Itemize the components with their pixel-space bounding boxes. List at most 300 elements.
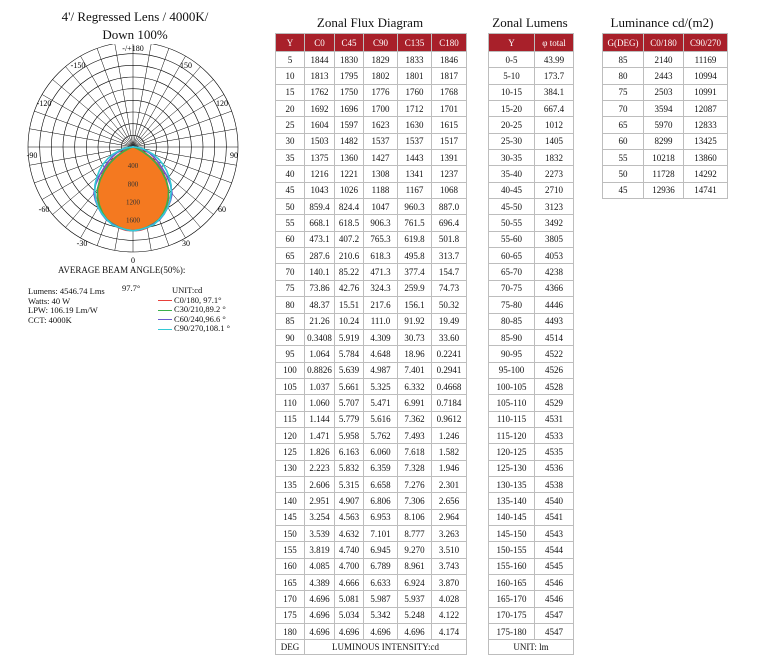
table-cell: 170-175 xyxy=(489,607,535,623)
table-cell: 70-75 xyxy=(489,280,535,296)
table-cell: 324.3 xyxy=(364,280,398,296)
footer-deg: DEG xyxy=(276,640,305,655)
table-cell: 10-15 xyxy=(489,84,535,100)
table-cell: 2.964 xyxy=(432,509,467,525)
table-cell: 145 xyxy=(276,509,305,525)
table-cell: 5.342 xyxy=(364,607,398,623)
radial-label: 400 xyxy=(127,162,139,171)
table-cell: 4.632 xyxy=(335,525,364,541)
table-cell: 9.270 xyxy=(398,542,432,558)
table-cell: 1167 xyxy=(398,182,432,198)
table-cell: 3594 xyxy=(644,101,684,117)
col-header-c0: C0 xyxy=(305,34,335,52)
table-cell: 6.953 xyxy=(364,509,398,525)
table-cell: 156.1 xyxy=(398,297,432,313)
table-cell: 14292 xyxy=(684,166,728,182)
table-row xyxy=(603,101,728,117)
table-cell: 1830 xyxy=(335,52,364,68)
table-cell: 495.8 xyxy=(398,248,432,264)
table-cell: 85.22 xyxy=(335,264,364,280)
table-row xyxy=(489,493,574,509)
table-cell: 91.92 xyxy=(398,313,432,329)
table-cell: 1700 xyxy=(364,101,398,117)
table-row xyxy=(276,248,467,264)
table-cell: 85 xyxy=(603,52,644,68)
table-cell: 765.3 xyxy=(364,231,398,247)
table-cell: 4.696 xyxy=(335,624,364,640)
table-cell: 1482 xyxy=(335,133,364,149)
table-row xyxy=(489,329,574,345)
table-cell: 10218 xyxy=(644,150,684,166)
table-cell: 4528 xyxy=(535,378,574,394)
table-row xyxy=(489,231,574,247)
table-cell: 20-25 xyxy=(489,117,535,133)
table-row xyxy=(489,624,574,640)
legend-item-c90 xyxy=(158,324,230,334)
table-cell: 1391 xyxy=(432,150,467,166)
table-cell: 0.2241 xyxy=(432,346,467,362)
table-cell: 0-5 xyxy=(489,52,535,68)
table-cell: 125 xyxy=(276,444,305,460)
table-cell: 1443 xyxy=(398,150,432,166)
table-cell: 0.7184 xyxy=(432,395,467,411)
table-cell: 1630 xyxy=(398,117,432,133)
table-row xyxy=(489,575,574,591)
table-row xyxy=(489,444,574,460)
table-cell: 4.696 xyxy=(305,607,335,623)
table-cell: 3.254 xyxy=(305,509,335,525)
table-cell: 19.49 xyxy=(432,313,467,329)
legend-line-c60 xyxy=(158,319,172,320)
table-cell: 906.3 xyxy=(364,215,398,231)
table-cell: 65 xyxy=(276,248,305,264)
table-row xyxy=(489,84,574,100)
table-cell: 5.937 xyxy=(398,591,432,607)
table-row xyxy=(276,624,467,640)
table-row xyxy=(276,101,467,117)
table-cell: 4533 xyxy=(535,427,574,443)
col-header-y: Y xyxy=(489,34,535,52)
table-cell: 210.6 xyxy=(335,248,364,264)
table-cell: 10991 xyxy=(684,84,728,100)
table-cell: 5.325 xyxy=(364,378,398,394)
table-cell: 4546 xyxy=(535,591,574,607)
angle-label: -30 xyxy=(76,239,88,248)
table-row xyxy=(603,133,728,149)
table-cell: 175 xyxy=(276,607,305,623)
table-row xyxy=(276,362,467,378)
table-cell: 21.26 xyxy=(305,313,335,329)
table-cell: 40 xyxy=(276,166,305,182)
table-cell: 55 xyxy=(603,150,644,166)
table-cell: 1597 xyxy=(335,117,364,133)
table-cell: 1068 xyxy=(432,182,467,198)
table-cell: 3.510 xyxy=(432,542,467,558)
table-cell: 150-155 xyxy=(489,542,535,558)
angle-label: 60 xyxy=(218,205,226,214)
table-cell: 7.306 xyxy=(398,493,432,509)
beam-angle-value: 97.7° xyxy=(122,283,141,293)
table-cell: 73.86 xyxy=(305,280,335,296)
table-row xyxy=(489,607,574,623)
table-cell: 1776 xyxy=(364,84,398,100)
table-cell: 3.539 xyxy=(305,525,335,541)
table-cell: 20 xyxy=(276,101,305,117)
table-cell: 3.870 xyxy=(432,575,467,591)
table-row xyxy=(489,427,574,443)
table-cell: 1768 xyxy=(432,84,467,100)
table-cell: 18.96 xyxy=(398,346,432,362)
table-row xyxy=(489,101,574,117)
table-cell: 42.76 xyxy=(335,280,364,296)
table-cell: 3123 xyxy=(535,199,574,215)
angle-label: -150 xyxy=(70,61,86,70)
unit-label: UNIT:cd xyxy=(172,285,203,295)
table-row xyxy=(489,460,574,476)
table-cell: 2.606 xyxy=(305,476,335,492)
table-cell: 1360 xyxy=(335,150,364,166)
table-cell: 7.401 xyxy=(398,362,432,378)
table-cell: 48.37 xyxy=(305,297,335,313)
table-cell: 5.616 xyxy=(364,411,398,427)
table-row xyxy=(276,575,467,591)
table-cell: 960.3 xyxy=(398,199,432,215)
table-cell: 696.4 xyxy=(432,215,467,231)
table-cell: 2140 xyxy=(644,52,684,68)
table-cell: 501.8 xyxy=(432,231,467,247)
table-cell: 70 xyxy=(603,101,644,117)
table-cell: 4.085 xyxy=(305,558,335,574)
table-cell: 1817 xyxy=(432,68,467,84)
table-cell: 5-10 xyxy=(489,68,535,84)
angle-label: -120 xyxy=(36,99,52,108)
table-cell: 4546 xyxy=(535,575,574,591)
table-cell: 2443 xyxy=(644,68,684,84)
table-cell: 5.987 xyxy=(364,591,398,607)
luminance-table xyxy=(602,33,728,199)
table-cell: 4.309 xyxy=(364,329,398,345)
table-cell: 5.248 xyxy=(398,607,432,623)
table-cell: 95 xyxy=(276,346,305,362)
table-row xyxy=(276,476,467,492)
table-cell: 859.4 xyxy=(305,199,335,215)
table-cell: 1802 xyxy=(364,68,398,84)
table-cell: 384.1 xyxy=(535,84,574,100)
table-cell: 65 xyxy=(603,117,644,133)
table-cell: 259.9 xyxy=(398,280,432,296)
table-cell: 7.328 xyxy=(398,460,432,476)
luminance-title: Luminance cd/(m2) xyxy=(610,15,714,30)
table-cell: 619.8 xyxy=(398,231,432,247)
zonal-flux-header-row xyxy=(276,34,467,52)
zonal-flux-title: Zonal Flux Diagram xyxy=(316,15,424,30)
table-row xyxy=(276,509,467,525)
table-cell: 618.3 xyxy=(364,248,398,264)
luminance-header-row xyxy=(603,34,728,52)
table-cell: 75-80 xyxy=(489,297,535,313)
table-cell: 2.301 xyxy=(432,476,467,492)
table-cell: 175-180 xyxy=(489,624,535,640)
table-cell: 0.4668 xyxy=(432,378,467,394)
col-header-phi-total: φ total xyxy=(535,34,574,52)
table-cell: 50 xyxy=(276,199,305,215)
table-cell: 15 xyxy=(276,84,305,100)
angle-label: 120 xyxy=(216,99,228,108)
table-cell: 5.471 xyxy=(364,395,398,411)
table-row xyxy=(489,395,574,411)
table-cell: 1012 xyxy=(535,117,574,133)
angle-label: 0 xyxy=(131,256,135,265)
zonal-lumens-table xyxy=(488,33,574,655)
table-cell: 1517 xyxy=(432,133,467,149)
table-row xyxy=(489,117,574,133)
table-cell: 4.696 xyxy=(305,591,335,607)
table-row xyxy=(489,542,574,558)
table-cell: 12936 xyxy=(644,182,684,198)
table-row xyxy=(276,346,467,362)
table-row xyxy=(489,525,574,541)
table-cell: 110-115 xyxy=(489,411,535,427)
table-row xyxy=(276,297,467,313)
table-cell: 1.946 xyxy=(432,460,467,476)
table-cell: 5.919 xyxy=(335,329,364,345)
table-row xyxy=(489,378,574,394)
footer-unit: UNIT: lm xyxy=(489,640,574,655)
table-cell: 1762 xyxy=(305,84,335,100)
table-cell: 4.389 xyxy=(305,575,335,591)
table-cell: 6.806 xyxy=(364,493,398,509)
table-cell: 180 xyxy=(276,624,305,640)
table-cell: 7.276 xyxy=(398,476,432,492)
table-row xyxy=(276,329,467,345)
table-cell: 4538 xyxy=(535,476,574,492)
col-header-gdeg: G(DEG) xyxy=(603,34,644,52)
angle-label: 30 xyxy=(182,239,190,248)
table-row xyxy=(489,248,574,264)
table-cell: 1216 xyxy=(305,166,335,182)
table-cell: 110 xyxy=(276,395,305,411)
table-cell: 287.6 xyxy=(305,248,335,264)
table-cell: 1623 xyxy=(364,117,398,133)
footer-unit: LUMINOUS INTENSITY:cd xyxy=(305,640,467,655)
table-cell: 1537 xyxy=(398,133,432,149)
table-cell: 165-170 xyxy=(489,591,535,607)
table-cell: 8.777 xyxy=(398,525,432,541)
angle-label: -/+180 xyxy=(122,44,144,53)
table-cell: 70 xyxy=(276,264,305,280)
table-cell: 1696 xyxy=(335,101,364,117)
table-cell: 5.661 xyxy=(335,378,364,394)
table-cell: 2710 xyxy=(535,182,574,198)
table-cell: 1712 xyxy=(398,101,432,117)
table-cell: 0.2941 xyxy=(432,362,467,378)
legend-label-c0: C0/180, 97.1° xyxy=(174,294,222,305)
table-cell: 0.3408 xyxy=(305,329,335,345)
legend-label-c30: C30/210,89.2 ° xyxy=(174,304,226,314)
table-cell: 1.246 xyxy=(432,427,467,443)
table-cell: 8.961 xyxy=(398,558,432,574)
angle-label: -60 xyxy=(38,205,50,214)
lumens-text: Lumens: 4546.74 Lms xyxy=(28,286,105,296)
table-row xyxy=(489,52,574,68)
table-row xyxy=(489,362,574,378)
table-cell: 667.4 xyxy=(535,101,574,117)
table-cell: 1.060 xyxy=(305,395,335,411)
table-cell: 1615 xyxy=(432,117,467,133)
table-cell: 4.028 xyxy=(432,591,467,607)
table-cell: 140-145 xyxy=(489,509,535,525)
table-cell: 10.24 xyxy=(335,313,364,329)
table-cell: 313.7 xyxy=(432,248,467,264)
table-cell: 120 xyxy=(276,427,305,443)
table-cell: 1813 xyxy=(305,68,335,84)
table-cell: 4547 xyxy=(535,607,574,623)
table-cell: 80 xyxy=(603,68,644,84)
table-row xyxy=(489,509,574,525)
table-cell: 5.832 xyxy=(335,460,364,476)
table-cell: 1604 xyxy=(305,117,335,133)
table-cell: 4.666 xyxy=(335,575,364,591)
table-cell: 33.60 xyxy=(432,329,467,345)
table-row xyxy=(276,199,467,215)
table-row xyxy=(276,493,467,509)
table-cell: 5 xyxy=(276,52,305,68)
table-cell: 75 xyxy=(603,84,644,100)
table-row xyxy=(276,313,467,329)
table-cell: 1.826 xyxy=(305,444,335,460)
table-row xyxy=(276,280,467,296)
table-cell: 4.740 xyxy=(335,542,364,558)
table-row xyxy=(489,68,574,84)
table-cell: 90-95 xyxy=(489,346,535,362)
table-cell: 90 xyxy=(276,329,305,345)
table-row xyxy=(276,133,467,149)
table-cell: 6.991 xyxy=(398,395,432,411)
cct-text: CCT: 4000K xyxy=(28,314,72,325)
table-cell: 1427 xyxy=(364,150,398,166)
table-row xyxy=(489,280,574,296)
table-cell: 1026 xyxy=(335,182,364,198)
table-cell: 4053 xyxy=(535,248,574,264)
table-cell: 1221 xyxy=(335,166,364,182)
table-cell: 111.0 xyxy=(364,313,398,329)
table-row xyxy=(276,150,467,166)
table-cell: 1237 xyxy=(432,166,467,182)
zonal-lumens-title: Zonal Lumens xyxy=(492,15,568,30)
table-cell: 15-20 xyxy=(489,101,535,117)
table-cell: 100 xyxy=(276,362,305,378)
table-cell: 4.907 xyxy=(335,493,364,509)
table-cell: 13425 xyxy=(684,133,728,149)
table-row xyxy=(276,427,467,443)
table-cell: 8299 xyxy=(644,133,684,149)
table-row xyxy=(489,591,574,607)
table-cell: 40-45 xyxy=(489,182,535,198)
table-cell: 1.471 xyxy=(305,427,335,443)
legend-line-c30 xyxy=(158,310,172,311)
table-cell: 4.696 xyxy=(305,624,335,640)
table-cell: 115-120 xyxy=(489,427,535,443)
table-cell: 5.639 xyxy=(335,362,364,378)
table-cell: 10 xyxy=(276,68,305,84)
table-cell: 7.618 xyxy=(398,444,432,460)
table-cell: 80 xyxy=(276,297,305,313)
table-cell: 155 xyxy=(276,542,305,558)
table-cell: 140 xyxy=(276,493,305,509)
table-row xyxy=(276,166,467,182)
table-cell: 4.696 xyxy=(364,624,398,640)
table-cell: 1.582 xyxy=(432,444,467,460)
angle-label: -90 xyxy=(26,151,38,160)
table-cell: 1701 xyxy=(432,101,467,117)
table-row xyxy=(489,411,574,427)
table-cell: 1832 xyxy=(535,150,574,166)
col-header-c90-270: C90/270 xyxy=(684,34,728,52)
table-cell: 1795 xyxy=(335,68,364,84)
table-row xyxy=(603,150,728,166)
table-cell: 1.037 xyxy=(305,378,335,394)
table-cell: 761.5 xyxy=(398,215,432,231)
table-cell: 6.658 xyxy=(364,476,398,492)
table-cell: 43.99 xyxy=(535,52,574,68)
table-cell: 3.263 xyxy=(432,525,467,541)
table-cell: 2.656 xyxy=(432,493,467,509)
table-cell: 60 xyxy=(603,133,644,149)
table-cell: 5.315 xyxy=(335,476,364,492)
table-row xyxy=(276,117,467,133)
table-cell: 130 xyxy=(276,460,305,476)
table-cell: 65-70 xyxy=(489,264,535,280)
table-cell: 4.696 xyxy=(398,624,432,640)
table-cell: 55-60 xyxy=(489,231,535,247)
table-cell: 12087 xyxy=(684,101,728,117)
table-cell: 5.958 xyxy=(335,427,364,443)
table-row xyxy=(276,395,467,411)
table-cell: 1537 xyxy=(364,133,398,149)
table-cell: 217.6 xyxy=(364,297,398,313)
col-header-c135: C135 xyxy=(398,34,432,52)
table-cell: 2.223 xyxy=(305,460,335,476)
table-row xyxy=(603,68,728,84)
col-header-y: Y xyxy=(276,34,305,52)
table-row xyxy=(276,607,467,623)
table-cell: 4541 xyxy=(535,509,574,525)
table-cell: 4446 xyxy=(535,297,574,313)
table-row xyxy=(603,84,728,100)
table-cell: 125-130 xyxy=(489,460,535,476)
table-row xyxy=(276,68,467,84)
table-cell: 4544 xyxy=(535,542,574,558)
table-cell: 6.633 xyxy=(364,575,398,591)
table-cell: 618.5 xyxy=(335,215,364,231)
polar-title-line-1: 4'/ Regressed Lens / 4000K/ xyxy=(61,9,209,24)
table-cell: 30.73 xyxy=(398,329,432,345)
table-cell: 5.762 xyxy=(364,427,398,443)
zonal-flux-table xyxy=(275,33,467,655)
table-cell: 4238 xyxy=(535,264,574,280)
legend-label-c90: C90/270,108.1 ° xyxy=(174,323,231,333)
table-row xyxy=(489,166,574,182)
table-cell: 5.081 xyxy=(335,591,364,607)
beam-angle-title: AVERAGE BEAM ANGLE(50%): xyxy=(58,265,186,275)
table-row xyxy=(276,525,467,541)
table-cell: 6.163 xyxy=(335,444,364,460)
zonal-flux-footer-row xyxy=(276,640,467,655)
table-cell: 3492 xyxy=(535,215,574,231)
table-row xyxy=(489,297,574,313)
table-cell: 1846 xyxy=(432,52,467,68)
table-cell: 35 xyxy=(276,150,305,166)
